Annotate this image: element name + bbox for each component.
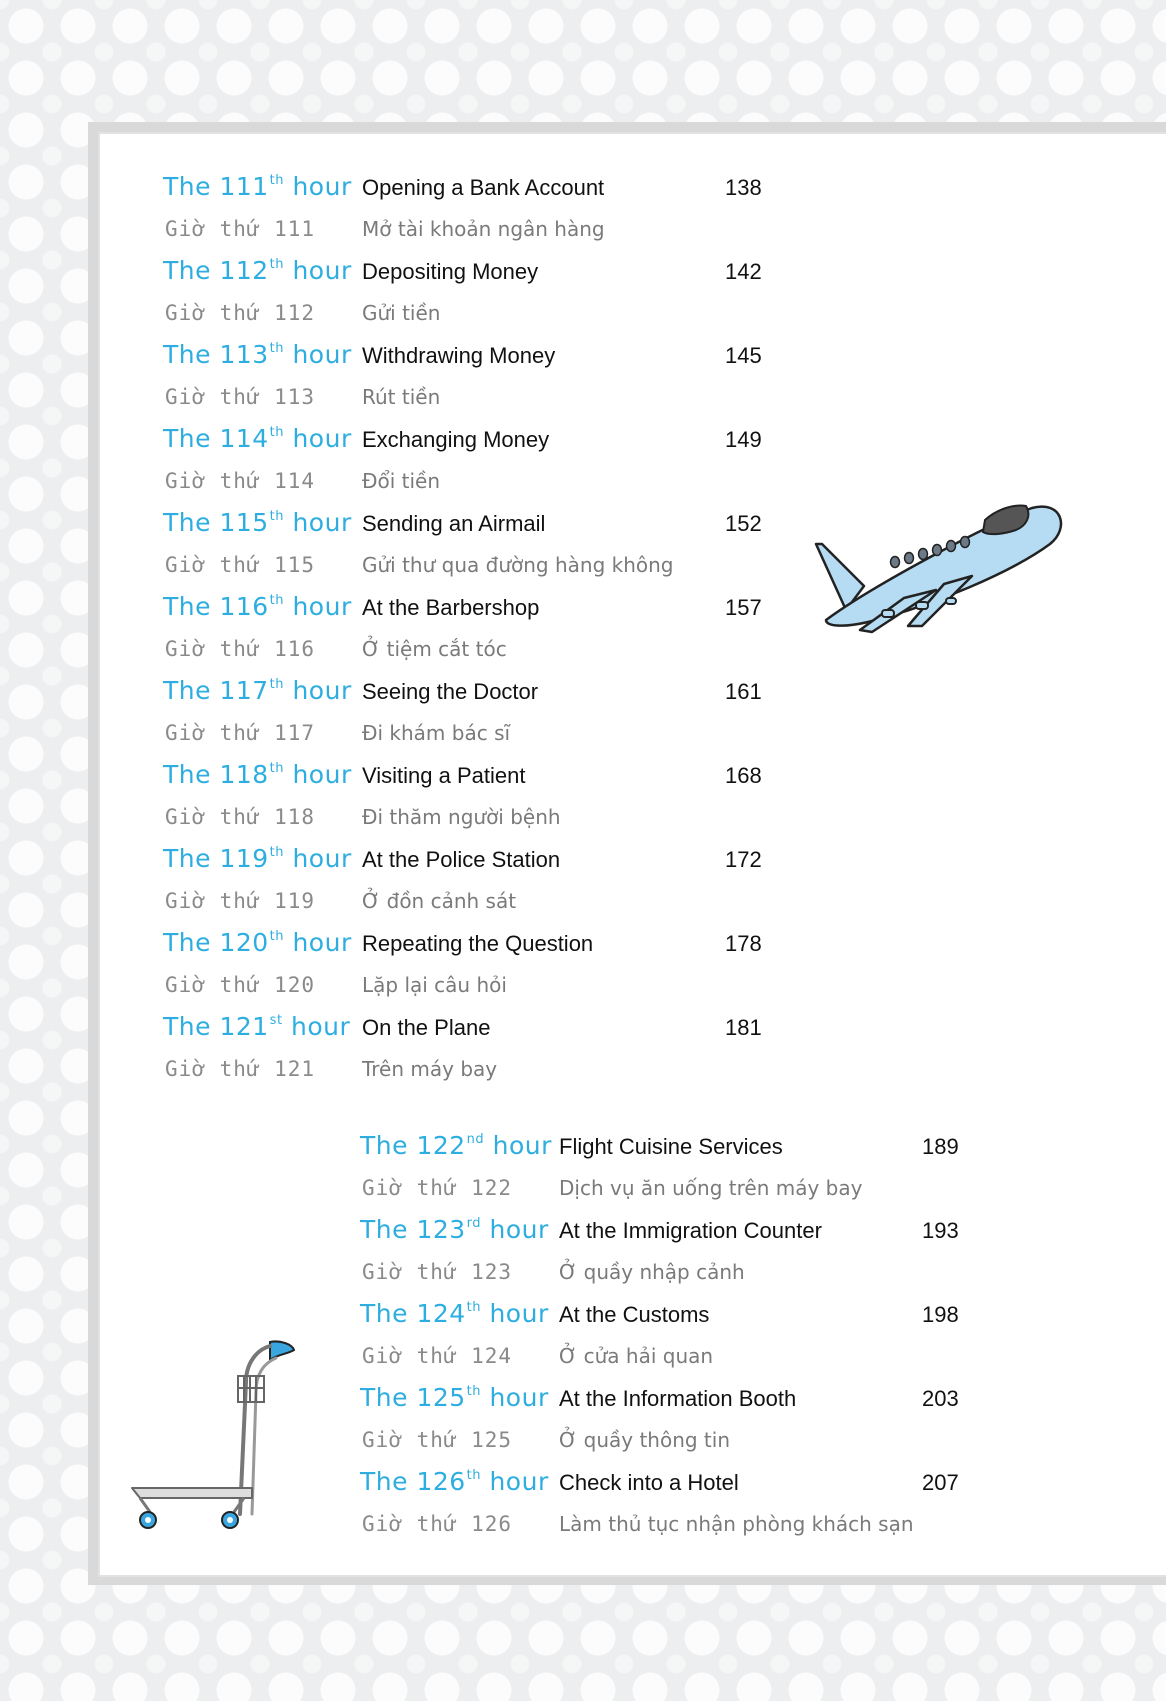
hour-label-vi: Giờ thứ 115 [165,553,316,577]
lesson-title-vi: Rút tiền [362,385,441,409]
lesson-title-vi: Ở quầy thông tin [559,1428,730,1452]
lesson-title-en: Seeing the Doctor [362,679,539,704]
hour-label-vi: Giờ thứ 124 [362,1344,513,1368]
lesson-title-vi: Đổi tiền [362,469,441,493]
hour-label-vi: Giờ thứ 113 [165,385,316,409]
hour-label: The 124th hour [360,1299,549,1328]
hour-label: The 116th hour [163,592,352,621]
page-number: 149 [725,427,762,452]
hour-label: The 112th hour [163,256,352,285]
lesson-title-vi: Đi khám bác sĩ [362,721,511,745]
hour-label-vi: Giờ thứ 121 [165,1057,316,1081]
hour-label-vi: Giờ thứ 116 [165,637,316,661]
lesson-title-en: Repeating the Question [362,931,594,956]
page-number: 207 [922,1470,959,1495]
page-number: 193 [922,1218,959,1243]
hour-label-vi: Giờ thứ 122 [362,1176,513,1200]
lesson-title-vi: Ở đồn cảnh sát [362,889,517,913]
lesson-title-vi: Ở tiệm cắt tóc [362,637,507,661]
lesson-title-vi: Dịch vụ ăn uống trên máy bay [559,1176,863,1200]
page-number: 152 [725,511,762,536]
hour-label-vi: Giờ thứ 119 [165,889,316,913]
hour-label: The 123rd hour [360,1215,549,1244]
hour-label-vi: Giờ thứ 125 [362,1428,513,1452]
hour-label: The 126th hour [360,1467,549,1496]
lesson-title-en: Check into a Hotel [559,1470,739,1495]
lesson-title-vi: Trên máy bay [362,1057,498,1081]
hour-label: The 115th hour [163,508,352,537]
hour-label: The 114th hour [163,424,352,453]
page-number: 172 [725,847,762,872]
lesson-title-vi: Mở tài khoản ngân hàng [362,217,605,241]
lesson-title-en: On the Plane [362,1015,491,1040]
hour-label: The 119th hour [163,844,352,873]
lesson-title-en: At the Customs [559,1302,710,1327]
luggage-trolley-illustration [128,1338,308,1538]
hour-label-vi: Giờ thứ 123 [362,1260,513,1284]
lesson-title-en: Depositing Money [362,259,539,284]
page-number: 145 [725,343,762,368]
page-number: 198 [922,1302,959,1327]
page-number: 138 [725,175,762,200]
hour-label: The 122nd hour [360,1131,552,1160]
lesson-title-en: At the Police Station [362,847,561,872]
lesson-title-vi: Làm thủ tục nhận phòng khách sạn [559,1512,914,1536]
page-number: 189 [922,1134,959,1159]
page-number: 157 [725,595,762,620]
hour-label-vi: Giờ thứ 111 [165,217,316,241]
lesson-title-en: At the Immigration Counter [559,1218,822,1243]
hour-label: The 118th hour [163,760,352,789]
hour-label: The 117th hour [163,676,352,705]
lesson-title-en: Flight Cuisine Services [559,1134,783,1159]
lesson-title-vi: Gửi tiền [362,301,441,325]
hour-label-vi: Giờ thứ 114 [165,469,316,493]
hour-label-vi: Giờ thứ 117 [165,721,316,745]
page-number: 181 [725,1015,762,1040]
page-number: 161 [725,679,762,704]
lesson-title-vi: Ở quầy nhập cảnh [559,1260,745,1284]
hour-label: The 111th hour [163,172,352,201]
lesson-title-en: Opening a Bank Account [362,175,605,200]
lesson-title-en: At the Information Booth [559,1386,797,1411]
lesson-title-en: Exchanging Money [362,427,550,452]
hour-label-vi: Giờ thứ 120 [165,973,316,997]
lesson-title-vi: Đi thăm người bệnh [362,805,561,829]
hour-label: The 113th hour [163,340,352,369]
lesson-title-en: Visiting a Patient [362,763,526,788]
hour-label: The 120th hour [163,928,352,957]
lesson-title-vi: Lặp lại câu hỏi [362,973,507,997]
lesson-title-vi: Gửi thư qua đường hàng không [362,553,674,577]
hour-label-vi: Giờ thứ 118 [165,805,316,829]
page-number: 203 [922,1386,959,1411]
lesson-title-en: At the Barbershop [362,595,540,620]
hour-label-vi: Giờ thứ 112 [165,301,316,325]
lesson-title-vi: Ở cửa hải quan [559,1344,714,1368]
airplane-illustration [812,498,1068,636]
hour-label: The 121st hour [163,1012,351,1041]
lesson-title-en: Sending an Airmail [362,511,546,536]
hour-label-vi: Giờ thứ 126 [362,1512,513,1536]
hour-label: The 125th hour [360,1383,549,1412]
page-number: 142 [725,259,762,284]
page-number: 168 [725,763,762,788]
lesson-title-en: Withdrawing Money [362,343,556,368]
page-number: 178 [725,931,762,956]
